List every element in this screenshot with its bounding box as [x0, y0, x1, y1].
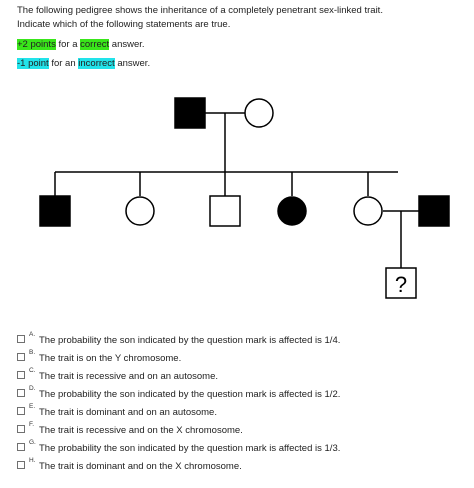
incorrect-points-badge: -1 point	[17, 58, 49, 69]
daughter-3-unaffected-female	[354, 197, 382, 225]
option-c-letter: C.	[29, 367, 36, 374]
option-f-letter: F.	[29, 421, 35, 428]
option-d-text: The probability the son indicated by the question mark is affected is 1/2.	[39, 389, 341, 400]
option-d[interactable]	[17, 385, 467, 403]
answer-options	[17, 331, 467, 475]
option-c[interactable]	[17, 367, 467, 385]
option-g-text: The probability the son indicated by the question mark is affected is 1/3.	[39, 443, 341, 454]
option-b[interactable]	[17, 349, 467, 367]
option-f-checkbox[interactable]	[17, 425, 25, 433]
option-h-checkbox[interactable]	[17, 461, 25, 469]
unknown-son-question-mark: ?	[394, 272, 408, 297]
option-d-letter: D.	[29, 385, 36, 392]
correct-points-badge: +2 points	[17, 39, 56, 50]
incorrect-word-highlight: incorrect	[78, 58, 115, 69]
option-e-letter: E.	[29, 403, 36, 410]
scoring-correct-mid: for a	[55, 39, 81, 50]
option-b-checkbox[interactable]	[17, 353, 25, 361]
option-c-checkbox[interactable]	[17, 371, 25, 379]
son-1-affected-male	[40, 196, 70, 226]
option-e[interactable]	[17, 403, 467, 421]
scoring-incorrect-mid: for an	[48, 58, 79, 69]
option-a-text: The probability the son indicated by the question mark is affected is 1/4.	[39, 335, 341, 346]
option-g[interactable]	[17, 439, 467, 457]
option-a[interactable]	[17, 331, 467, 349]
daughter-2-affected-female	[278, 197, 306, 225]
question-line-1: The following pedigree shows the inheritance of a completely penetrant sex-linked trait.	[17, 5, 383, 16]
option-f-text: The trait is recessive and on the X chromosome.	[39, 425, 243, 436]
question-line-2: Indicate which of the following statements are true.	[17, 19, 231, 30]
grandmother-unaffected-female	[245, 99, 273, 127]
option-g-checkbox[interactable]	[17, 443, 25, 451]
option-h-text: The trait is dominant and on the X chromosome.	[39, 461, 242, 472]
option-b-letter: B.	[29, 349, 36, 356]
spouse-affected-male	[419, 196, 449, 226]
son-2-unaffected-male	[210, 196, 240, 226]
daughter-1-unaffected-female	[126, 197, 154, 225]
scoring-correct-end: answer.	[109, 39, 145, 50]
option-g-letter: G.	[29, 439, 36, 446]
correct-word-highlight: correct	[80, 39, 110, 50]
option-a-letter: A.	[29, 331, 36, 338]
option-b-text: The trait is on the Y chromosome.	[39, 353, 182, 364]
option-h-letter: H.	[29, 457, 36, 464]
option-c-text: The trait is recessive and on an autosome.	[39, 371, 219, 382]
grandfather-affected-male	[175, 98, 205, 128]
option-d-checkbox[interactable]	[17, 389, 25, 397]
option-f[interactable]	[17, 421, 467, 439]
option-e-checkbox[interactable]	[17, 407, 25, 415]
option-e-text: The trait is dominant and on an autosome.	[39, 407, 217, 418]
scoring-incorrect-end: answer.	[114, 58, 151, 69]
option-h[interactable]	[17, 457, 467, 475]
option-a-checkbox[interactable]	[17, 335, 25, 343]
